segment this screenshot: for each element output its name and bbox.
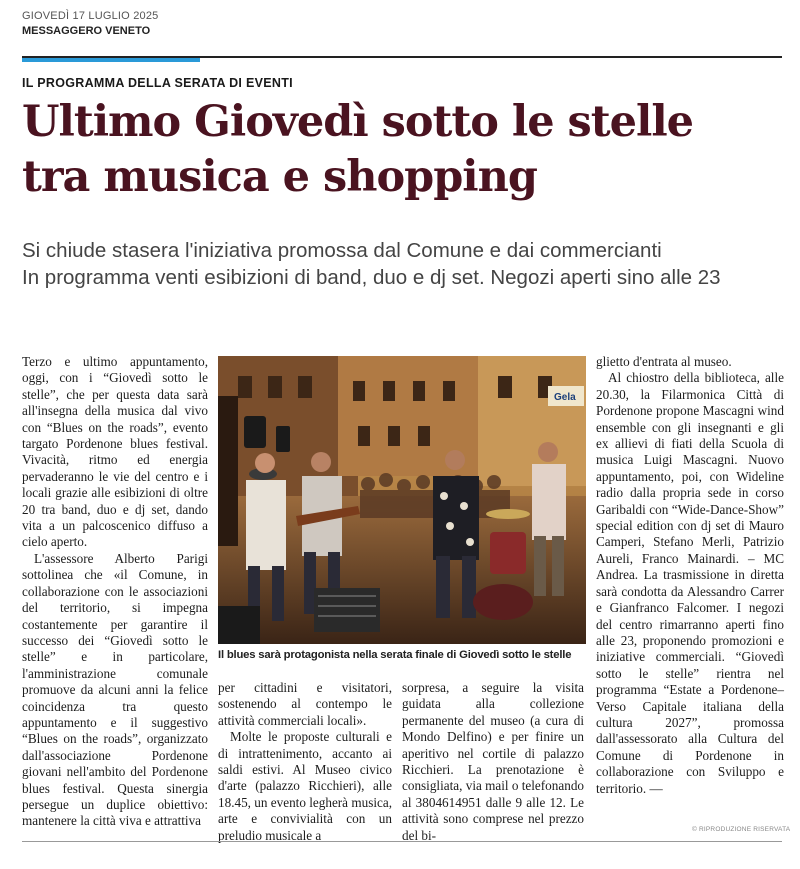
headline-line-1: Ultimo Giovedì sotto le stelle — [22, 97, 694, 147]
article-column-1 — [22, 354, 208, 830]
bottom-rule — [22, 841, 782, 842]
paragraph: Molte le proposte culturali e di intrattenimento, accanto ai saldi estivi. Al Museo civico d'arte (palazzo Ricchieri), alle 18.45, un evento legherà musica, arte e convivialità con un preludio musicale a — [218, 729, 392, 843]
article-subhead — [22, 237, 782, 291]
shop-sign: Gela — [554, 392, 576, 403]
subhead-line-2: In programma venti esibizioni di band, duo e dj set. Negozi aperti sino alle 23 — [22, 266, 721, 289]
copyright-notice: © RIPRODUZIONE RISERVATA — [692, 826, 791, 833]
paragraph: Terzo e ultimo appuntamento, oggi, con i “Giovedì sotto le stelle”, che per questa data sarà all'insegna della musica dal vivo con “Blues on the roads”, evento targato Pordenone blues festival. Vivacità, ritmo ed energia pervaderanno le vie del centro e i locali grazie alle esibizioni di oltre 20 tra band, duo e dj set, dando vita a un palcoscenico diffuso a cielo aperto. — [22, 354, 208, 550]
issue-date: GIOVEDÌ 17 LUGLIO 2025 — [22, 10, 159, 22]
paragraph: sorpresa, a seguire la visita guidata alla collezione permanente del museo (a cura di Mondo Delfino) e per finire un aperitivo nel cortile di palazzo Ricchieri. La prenotazione è consigliata, via mail o telefonando al 3804614951 dalle 9 alle 12. Le attività sono comprese nel prezzo del bi- — [402, 680, 585, 843]
paragraph: Al chiostro della biblioteca, alle 20.30, la Filarmonica Città di Pordenone propone Mascagni wind ensemble con gli insegnanti e gli ex allievi di fiati della Scuola di musica Luigi Mascagni. Nuovo appuntamento, poi, con Wideline radio dalla propria sede in corso Garibaldi con “Wide-Dance-Show” special edition con dj set di Mauro Camperi, Stefano Merli, Patrizio Aureli, Franco Mainardi. – MC Andrea. La trasmissione in diretta sarà condotta da Alessandro Carrer e Gianfranco Falcomer. I negozi del centro rimarranno aperti fino alle 23, proponendo promozioni e iniziative commerciali. “Giovedì sotto le stelle” rientra nel programma “Estate a Pordenone–Verso Capitale italiana della cultura 2027”, promossa dall'assessorato alla Cultura del Comune di Pordenone in collaborazione con Sviluppo e territorio. — — [596, 370, 784, 796]
paragraph: glietto d'entrata al museo. — [596, 354, 732, 369]
article-headline — [22, 95, 782, 205]
concert-photo — [218, 356, 586, 644]
newspaper-name: MESSAGGERO VENETO — [22, 25, 151, 37]
accent-rule — [22, 58, 200, 62]
subhead-line-1: Si chiude stasera l'iniziativa promossa dal Comune e dai commercianti — [22, 239, 662, 262]
concert-photo-illustration — [218, 356, 586, 644]
headline-line-2: tra musica e shopping — [22, 152, 537, 202]
paragraph: per cittadini e visitatori, sostenendo al contempo le attività commerciali locali». — [218, 680, 392, 728]
article-kicker: IL PROGRAMMA DELLA SERATA DI EVENTI — [22, 76, 293, 90]
article-column-3 — [402, 680, 584, 844]
article-column-4 — [596, 354, 784, 797]
paragraph: L'assessore Alberto Parigi sottolinea che «il Comune, in collaborazione con le associazioni del territorio, si impegna costantemente per garantire il successo dei “Giovedì sotto le stelle” e in particolare, l'amministrazione comunale promuove da alcuni anni la felice coincidenza tra questo appuntamento e il suggestivo “Blues on the roads”, organizzato dall'associazione Pordenone giovani nell'ambito del Pordenone blues festival. Questa sinergia persegue un duplice obiettivo: mantenere la città viva e attrattiva — [22, 550, 208, 829]
photo-caption: Il blues sarà protagonista nella serata finale di Giovedì sotto le stelle — [218, 649, 572, 661]
article-column-2 — [218, 680, 392, 844]
